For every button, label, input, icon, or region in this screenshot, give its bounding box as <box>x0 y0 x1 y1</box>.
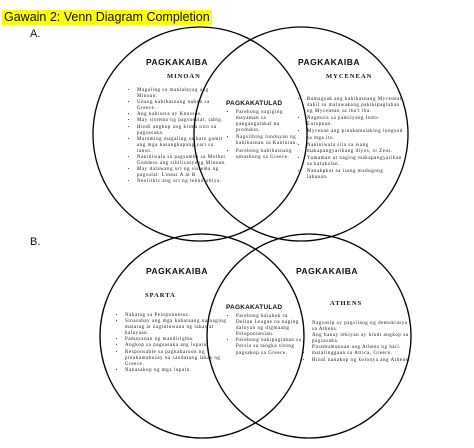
venn-list-item: • Bumagsak ang kabihasnang Mycenean dahil sa malawakang pakikipaglaban ng Mycenean sa iba't iba. <box>307 97 403 115</box>
venn-a-left-subheader: MINOAN <box>167 73 201 80</box>
venn-a-center-header: PAGKAKATULAD <box>226 100 283 107</box>
venn-list-item: • Pamayanan ng mandirigma. <box>125 337 231 343</box>
venn-list-item: • Yumaman at naging makapangyarihan sa katakalan. <box>307 156 403 168</box>
venn-b-left-list <box>116 313 231 374</box>
venn-a-right-header: PAGKAKAIBA <box>298 57 360 67</box>
venn-list-item: • Responsable sa pagkakaroon ng pinakamahusay na sandatang lakas ng Greece. <box>125 350 231 368</box>
section-a-label: A. <box>30 28 41 40</box>
venn-a-left-header: PAGKAKAIBA <box>146 57 208 67</box>
venn-list-item: • May sistema ng pagsusulat, tabig. <box>137 118 229 124</box>
venn-list-item: • May dalawang uri ng sistema ng pagsulat: Linear A at B <box>137 167 229 179</box>
venn-list-item: • Hindi angkop ang klima nito sa pagsasaka. <box>137 125 229 137</box>
activity-title: Gawain 2: Venn Diagram Completion <box>4 10 210 24</box>
venn-list-item: • Maraming magaling sa bato gamit ang mga kasangkapang yari sa tanso. <box>137 137 229 155</box>
venn-b-right-header: PAGKAKAIBA <box>296 266 358 276</box>
venn-list-item: • Nagsilbing lunduyan ng kabihasnan sa Kanluran. <box>236 135 300 147</box>
venn-list-item: • Nagmula sa pamilyang Indo-European. <box>307 116 403 128</box>
venn-a-right-list <box>298 97 403 182</box>
venn-b-left-header: PAGKAKAIBA <box>146 266 208 276</box>
venn-b-center-list <box>227 314 304 357</box>
venn-b-left-subheader: SPARTA <box>145 292 176 299</box>
venn-a-left-list <box>128 88 229 186</box>
venn-list-item: • Nanasakop ng mga lupain. <box>125 368 231 374</box>
venn-list-item: • Nagsasip ay pagsilang ng demokrasya sa Athens. <box>312 321 412 333</box>
venn-list-item: • Magaling sa manlalayag ang Minoan. <box>137 88 229 100</box>
venn-a-center-list <box>227 110 300 162</box>
venn-list-item: • Pinamumunuan ang Athens ng hari. <box>312 345 412 351</box>
venn-list-item: • Parehong nakipaglaban sa Persia sa tangka sitong pagsakop sa Greece. <box>236 338 304 356</box>
venn-list-item: • Neolithic ang uri ng teknolohiya. <box>137 179 229 185</box>
venn-list-item: • Ang kabisera ay Knossos. <box>137 112 229 118</box>
venn-list-item: • matalinggaan sa Attica, Greece. <box>312 351 412 357</box>
venn-a-right-subheader: MYCENEAN <box>326 73 373 80</box>
venn-list-item: • Angkop sa pagsasaka ang lupain. <box>125 343 231 349</box>
venn-list-item: • Naniniwala sa pagsamba sa Mother Goddess ang sibilisasyong Minoan. <box>137 155 229 167</box>
venn-list-item: • Naniniwala sila sa isang makapangyarihang diyos, si Zeus. <box>307 143 403 155</box>
venn-list-item: • Parehong kalahok sa Delian League na naging daluyan ng digmaang Peloponnesian. <box>236 314 304 338</box>
venn-b-right-list <box>303 321 412 364</box>
venn-list-item: • Parehong kabihasnang umusbong sa Greece. <box>236 149 300 161</box>
venn-list-item: • Nanakpkot sa isang madugong labanan. <box>307 169 403 181</box>
venn-list-item: • Mycenae ang pinakamalaking lungsod sa mga ito. <box>307 129 403 141</box>
venn-list-item: • Hindi nanakop ng kolonya ang Athens. <box>312 358 412 364</box>
venn-b-center-header: PAGKAKATULAD <box>226 304 283 311</box>
section-b-label: B. <box>30 236 41 248</box>
venn-list-item: • Ang hanay tekiyan ay hindi angkop sa pagsasaka. <box>312 333 412 345</box>
venn-list-item: • Parehong nagiging mayaman sa pangangalakal na produkto. <box>236 110 300 134</box>
venn-list-item: • Unang kabihasnang nabuo sa Greece. <box>137 100 229 112</box>
venn-b-right-subheader: ATHENS <box>330 300 363 307</box>
venn-list-item: • Sinasabay ang mga kabataang na naging matatag at nagtutuwana ng lakas at kalayaan. <box>125 319 231 337</box>
venn-list-item: • Nakatag sa Peloponnesus. <box>125 313 231 319</box>
